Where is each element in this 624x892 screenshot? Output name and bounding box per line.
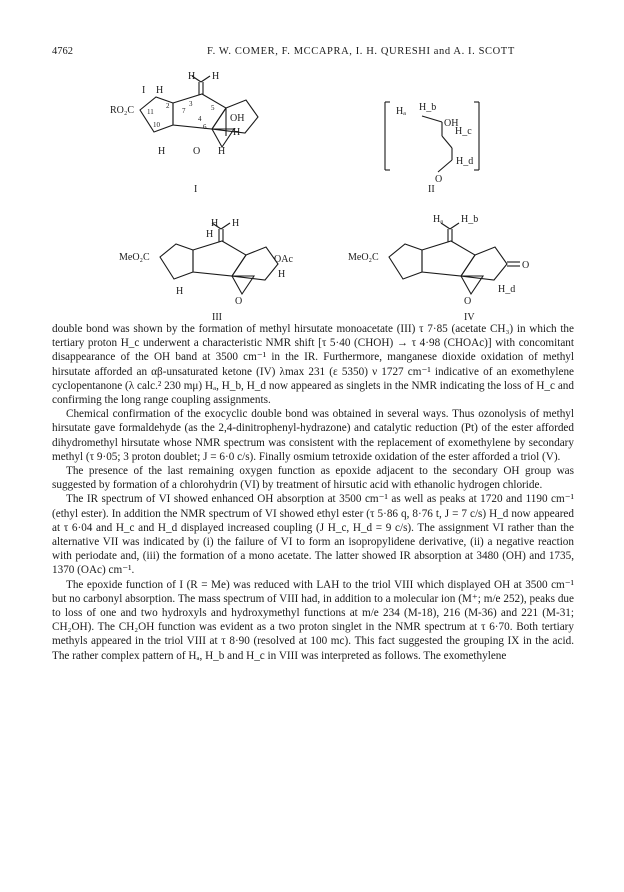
oxygen-label: O [435,174,443,185]
hydrogen-label: H [232,218,240,229]
epoxide-oxygen-label: O [193,146,201,157]
hydrogen-b-label: H_b [461,214,479,225]
ring-b [422,241,475,276]
hydrogen-label: H [278,269,286,280]
hydrogen-d-label: H_d [456,156,474,167]
hydrogen-d-label: H_d [498,284,516,295]
compound-II [385,102,479,195]
methylene-h-bond-2 [450,223,459,229]
ring-a [160,244,193,279]
hydrogen-label: H [206,229,214,240]
compound-III-substituent: MeO₂C [119,252,150,263]
atom-number: 3 [189,100,193,108]
compound-label-IV: IV [464,312,475,322]
structure-drawings [52,72,572,322]
page-header [52,46,572,62]
paragraph: The epoxide function of I (R = Me) was reduced with LAH to the triol VIII which displayed OH at 3500 cm⁻¹ but no carbonyl absorption. The mass spectrum of VIII had, in addition to a molecular ion (M⁺; m/e 252), peaks due to loss of one and two hydroxyls and hydroxymethyl functions at m/e 234 (M-18), 216 (M-36) and 221 (M-31; CH₂OH). The CH₂OH function was evident as a two proton singlet in the NMR spectrum at τ 6·70. Both tertiary methyls appeared in the triol VIII at τ 8·90 (resolved at 100 mc). This fact suggested the grouping IX in the acid. The rather complex pattern of Hₐ, H_b and H_c in VIII was interpreted as follows. The exomethylene [52,578,574,662]
hydrogen-a-label: Hₐ [433,214,443,225]
paragraph: double bond was shown by the formation of methyl hirsutate monoacetate (III) τ 7·85 (acetate CH₃) in which the tertiary proton H_c underwent a characteristic NMR shift [τ 5·40 (CHOH) → τ 4·98 (CHOAc)] with concomitant disappearance of the OH band at 3500 cm⁻¹ in the IR. Furthermore, manganese dioxide oxidation of methyl hirsutate afforded an αβ-unsaturated ketone (IV) λmax 231 (ε 5350) ν 1727 cm⁻¹ indicative of an exomethylene cyclopentanone (λ calc.² 230 mμ) Hₐ, H_b, H_d now appeared as singlets in the NMR indicating the loss of H_c and confirming the long range coupling assignments. [52,323,574,407]
atom-number: 11 [147,108,154,116]
atom-number: 2 [166,102,170,110]
paragraph: Chemical confirmation of the exocyclic double bond was obtained in several ways. Thus ozonolysis of methyl hirsutate gave formaldehyde (as the 2,4-dinitrophenyl-hydrazone) and catalytic reduction (Pt) of the ester afforded dihydromethyl hirsutate whose NMR spectrum was consistent with the replacement of exomethylene by secondary methyl (τ 9·05; 3 proton doublet; J = 6·0 c/s). Finally osmium tetroxide oxidation of the ester afforded a triol (V). [52,408,574,463]
partial-bond [442,136,452,148]
hydrogen-label: H [212,72,220,82]
hydrogen-label: H [158,146,166,157]
hydrogen-b-label: H_b [419,102,437,113]
structure-figure [52,72,572,322]
hydrogen-label: H [176,286,184,297]
compound-label-II: II [428,184,435,195]
hydrogen-label: H [211,218,219,229]
ring-c [232,247,278,280]
ketone-oxygen-label: O [522,260,530,271]
hydrogen-label: H [156,85,164,96]
partial-bond [422,116,442,122]
compound-I [110,72,258,195]
epoxide-oxygen-label: O [464,296,472,307]
hydrogen-label: H [233,127,241,138]
ring-c [461,247,507,280]
stereo-label-i: I [142,85,146,96]
hydrogen-c-label: H_c [455,126,472,137]
article-body [52,322,574,663]
atom-number: 7 [182,107,186,115]
atom-number: 10 [153,121,160,129]
ring-a [389,244,422,279]
acetoxy-label: OAc [274,254,293,265]
atom-number: 6 [203,123,207,131]
methylene-h-bond-2 [221,223,230,229]
compound-IV [348,214,529,322]
atom-number: 5 [211,104,215,112]
compound-label-III: III [212,312,222,322]
hydrogen-label: H [188,72,196,82]
hydrogen-label: H [218,146,226,157]
ring-b [173,94,226,129]
partial-bond [438,160,452,172]
epoxide-oxygen-label: O [235,296,243,307]
compound-IV-substituent: MeO₂C [348,252,379,263]
atom-number: 4 [198,115,202,123]
ring-b [193,241,246,276]
compound-I-substituent: RO₂C [110,105,135,116]
hydroxyl-label: OH [444,118,459,129]
page-number: 4762 [52,46,73,57]
compound-III [119,218,293,322]
compound-label-I: I [194,184,198,195]
paragraph: The presence of the last remaining oxygen function as epoxide adjacent to the secondary OH group was suggested by formation of a chlorohydrin (VI) by treatment of hirsutic acid with ethanolic hydrogen chloride. [52,465,574,492]
hydrogen-a-label: Hₐ [396,106,406,117]
running-head-authors: F. W. COMER, F. MCCAPRA, I. H. QURESHI and A. I. SCOTT [207,46,515,57]
hydroxyl-label: OH [230,113,245,124]
paragraph: The IR spectrum of VI showed enhanced OH absorption at 3500 cm⁻¹ as well as peaks at 1720 and 1190 cm⁻¹ (ethyl ester). In addition the NMR spectrum of VI showed ethyl ester (τ 5·86 q, 8·76 t, J = 7 c/s) H_d now appeared at τ 6·04 and H_c and H_d displayed increased coupling (J H_c, H_d = 9 c/s). The assignment VI rather than the alternative VII was indicated by (i) the failure of VI to form an isopropylidene derivative, (ii) a negative reaction with periodate and, (iii) the formation of a mono acetate. The latter showed IR absorption at 3480 (OH) and 1735, 1370 (OAc) cm⁻¹. [52,493,574,577]
methylene-h-bond-2 [201,76,210,82]
